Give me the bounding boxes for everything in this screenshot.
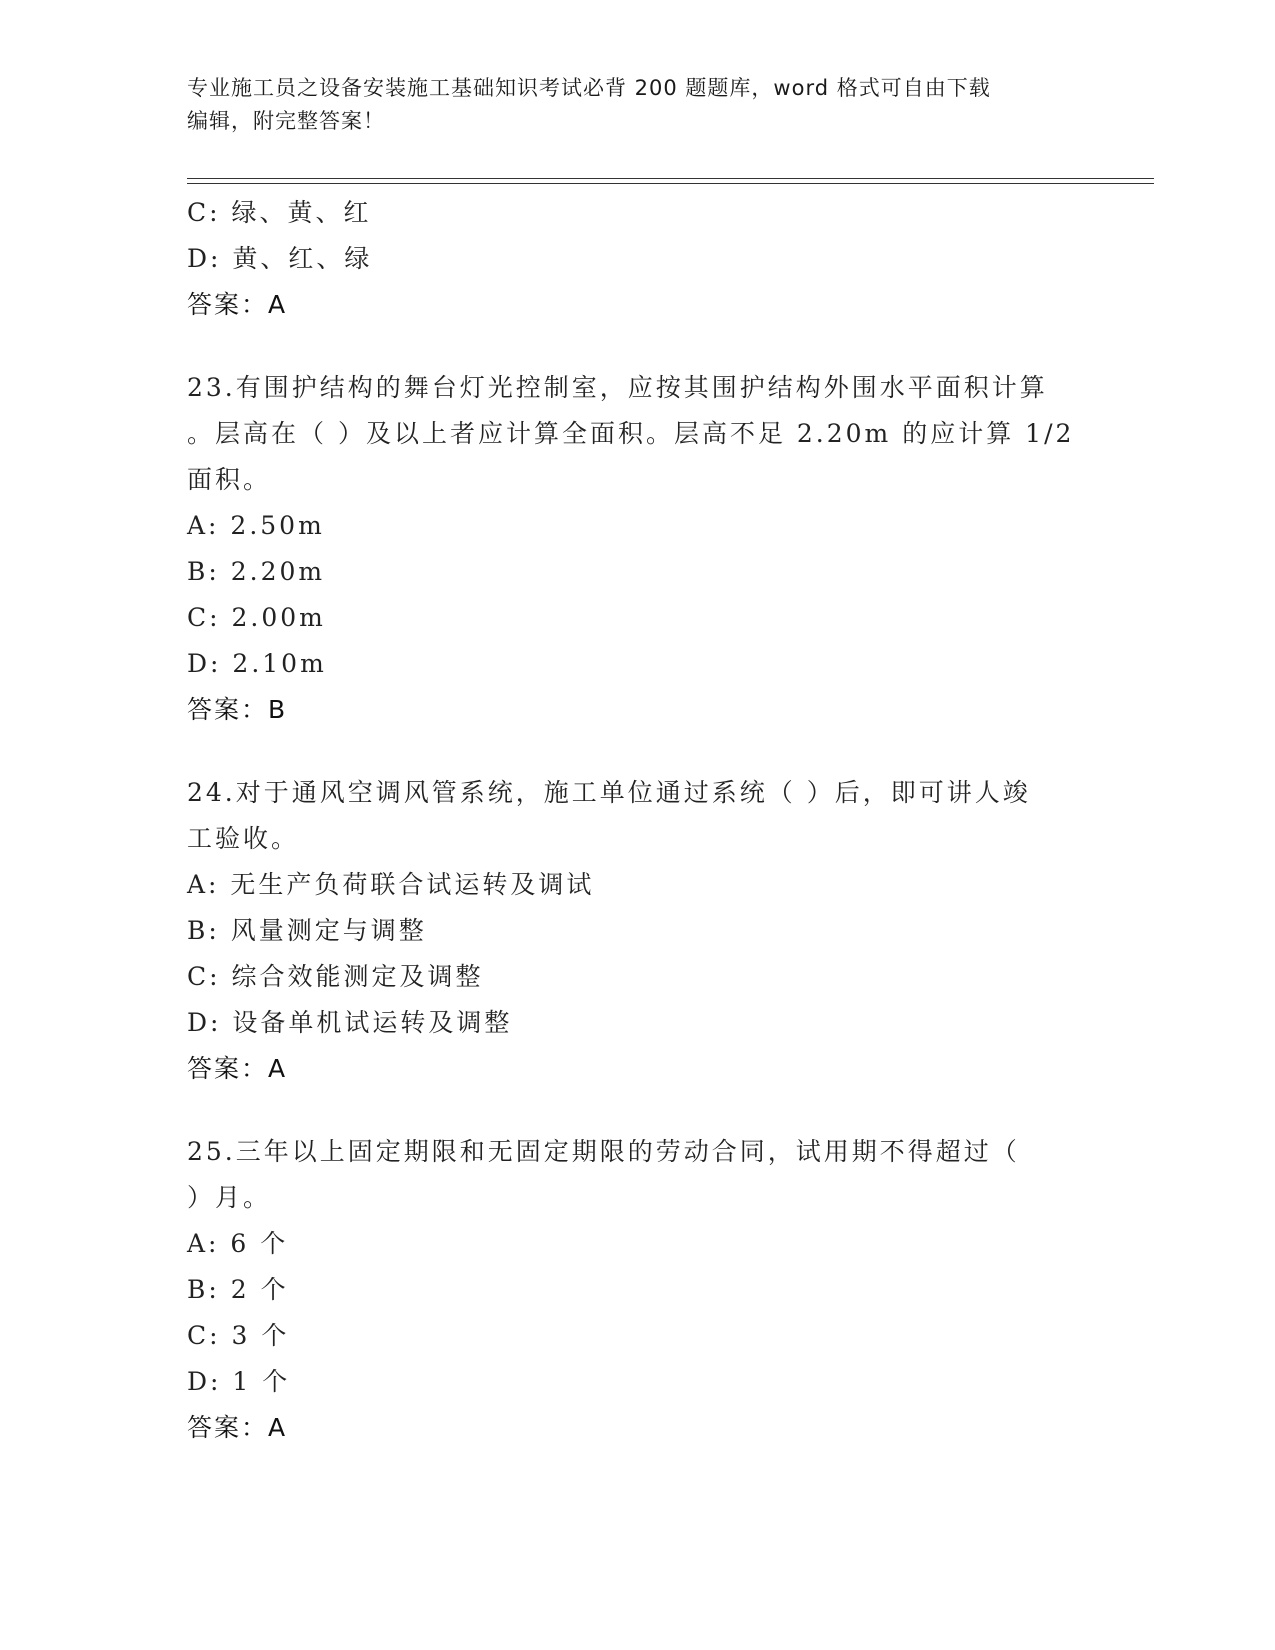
option-b: B: 2 个 [187,1275,289,1304]
option-a: A: 无生产负荷联合试运转及调试 [187,870,595,899]
question-content [187,190,1087,1451]
option-d: D: 黄、红、绿 [187,244,373,273]
spacer [187,733,1087,770]
question-stem-line: 25.三年以上固定期限和无固定期限的劳动合同，试用期不得超过（ [187,1137,1020,1166]
question-23 [187,365,1087,733]
question-stem-line: 工验收。 [187,824,300,853]
answer: 答案：A [187,1054,288,1083]
answer: 答案：A [187,290,288,319]
question-stem-line: ）月。 [187,1183,272,1212]
option-a: A: 2.50m [187,511,325,540]
option-c: C: 2.00m [187,603,326,632]
option-d: D: 设备单机试运转及调整 [187,1008,513,1037]
option-c: C: 综合效能测定及调整 [187,962,484,991]
option-d: D: 1 个 [187,1367,291,1396]
option-a: A: 6 个 [187,1229,289,1258]
option-d: D: 2.10m [187,649,327,678]
answer: 答案：A [187,1413,288,1442]
header-line-2: 编辑，附完整答案！ [187,109,385,133]
option-c: C: 绿、黄、红 [187,198,372,227]
previous-question-fragment [187,190,1087,328]
document-header [187,72,1067,138]
spacer [187,1092,1087,1129]
spacer [187,328,1087,365]
option-b: B: 风量测定与调整 [187,916,427,945]
header-line-1: 专业施工员之设备安装施工基础知识考试必背 200 题题库，word 格式可自由下载 [187,76,991,100]
answer: 答案：B [187,695,288,724]
question-stem-line: 面积。 [187,465,272,494]
question-stem-line: 23.有围护结构的舞台灯光控制室，应按其围护结构外围水平面积计算 [187,373,1048,402]
question-stem-line: 24.对于通风空调风管系统，施工单位通过系统（ ）后，即可讲人竣 [187,778,1031,807]
question-stem-line: 。层高在（ ）及以上者应计算全面积。层高不足 2.20m 的应计算 1/2 [187,419,1075,448]
question-24 [187,770,1087,1092]
option-c: C: 3 个 [187,1321,290,1350]
question-25 [187,1129,1087,1451]
header-divider-top [187,178,1154,179]
header-divider-bottom [187,183,1154,184]
option-b: B: 2.20m [187,557,326,586]
